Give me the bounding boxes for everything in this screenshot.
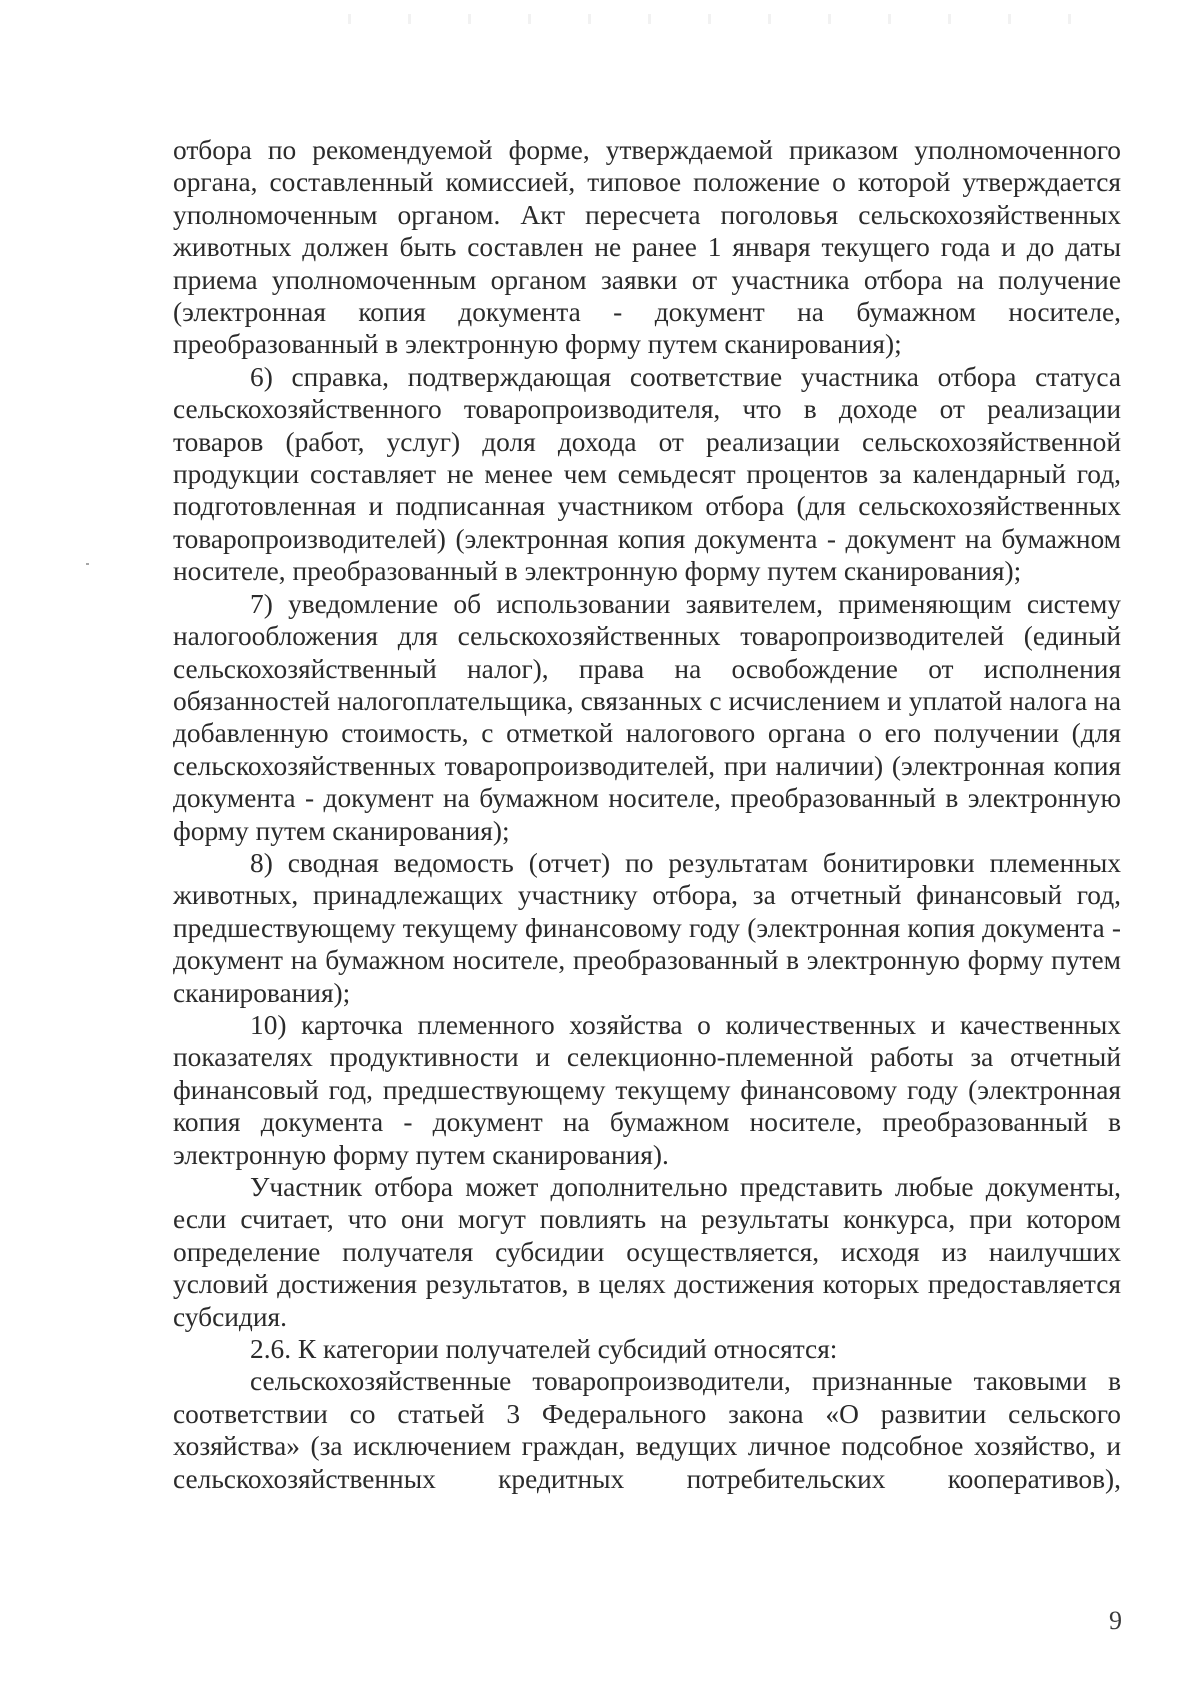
paragraph-item-6: 6) справка, подтверждающая соответствие участника отбора статуса сельскохозяйственного товаропроизводителя, что в доходе от реализации товаров (работ, услуг) доля дохода от реализации сельскохозяйственной продукции составляет не менее чем семьдесят процентов за календарный год, подготовленная и подписанная участником отбора (для сельскохозяйственных товаропроизводителей) (электронная копия документа - документ на бумажном носителе, преобразованный в электронную форму путем сканирования);	[173, 361, 1121, 587]
paragraph-recipients: сельскохозяйственные товаропроизводители, признанные таковыми в соответствии со статьей 3 Федерального закона «О развитии сельского хозяйства» (за исключением граждан, ведущих личное подсобное хозяйство, и сельскохозяйственных кредитных потребительских кооперативов),	[173, 1366, 1121, 1494]
document-body	[173, 134, 1121, 1495]
paragraph-additional-documents: Участник отбора может дополнительно представить любые документы, если считает, что они могут повлиять на результаты конкурса, при котором определение получателя субсидии осуществляется, исходя из наилучших условий достижения результатов, в целях достижения которых предоставляется субсидия.	[173, 1172, 1121, 1332]
paragraph-item-7: 7) уведомление об использовании заявителем, применяющим систему налогообложения для сельскохозяйственных товаропроизводителей (единый сельскохозяйственный налог), права на освобождение от исполнения обязанностей налогоплательщика, связанных с исчислением и уплатой налога на добавленную стоимость, с отметкой налогового органа о его получении (для сельскохозяйственных товаропроизводителей, при наличии) (электронная копия документа - документ на бумажном носителе, преобразованный в электронную форму путем сканирования);	[173, 588, 1121, 846]
page-number: 9	[1109, 1606, 1122, 1635]
paragraph-continuation: отбора по рекомендуемой форме, утверждаемой приказом уполномоченного органа, составленный комиссией, типовое положение о которой утверждается уполномоченным органом. Акт пересчета поголовья сельскохозяйственных животных должен быть составлен не ранее 1 января текущего года и до даты приема уполномоченным органом заявки от участника отбора на получение (электронная копия документа - документ на бумажном носителе, преобразованный в электронную форму путем сканирования);	[173, 135, 1121, 360]
paragraph-section-2-6: 2.6. К категории получателей субсидий относятся:	[250, 1334, 838, 1365]
paragraph-item-10: 10) карточка племенного хозяйства о количественных и качественных показателях продуктивности и селекционно-племенной работы за отчетный финансовый год, предшествующему текущему финансовому году (электронная копия документа - документ на бумажном носителе, преобразованный в электронную форму путем сканирования).	[173, 1009, 1121, 1170]
paragraph-item-8: 8) сводная ведомость (отчет) по результатам бонитировки племенных животных, принадлежащих участнику отбора, за отчетный финансовый год, предшествующему текущему финансовому году (электронная копия документа - документ на бумажном носителе, преобразованный в электронную форму путем сканирования);	[173, 847, 1121, 1008]
scan-artifact	[330, 14, 1110, 24]
scan-speck	[86, 563, 89, 565]
